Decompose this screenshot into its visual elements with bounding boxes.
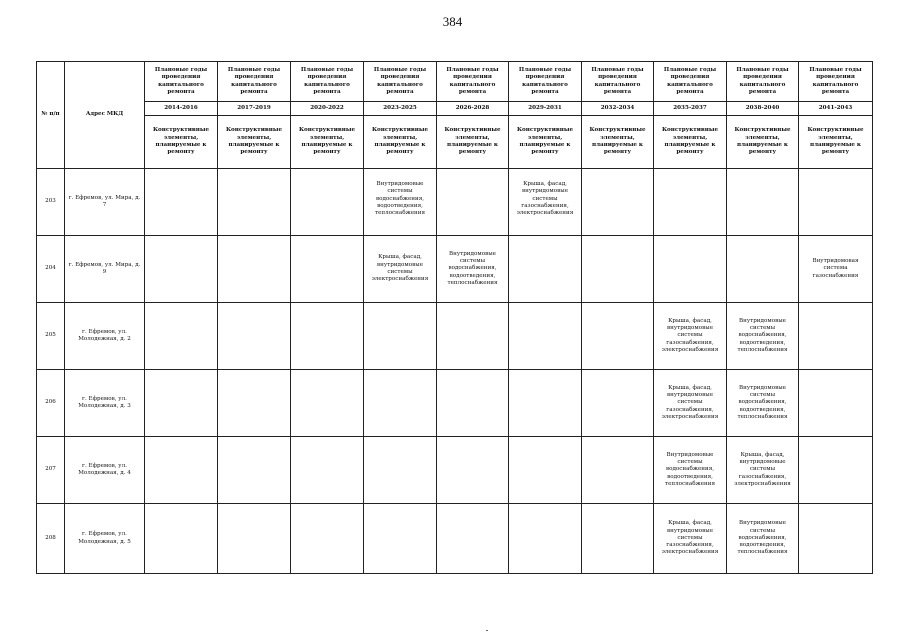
table-cell	[509, 437, 582, 504]
header-years: 2032-2034	[582, 102, 654, 116]
table-cell	[437, 303, 509, 370]
table-cell: Внутридомовые системы водоснабжения, водоотведения, теплоснабжения	[727, 370, 799, 437]
row-address: г. Ефремов, ул. Молодежная, д. 5	[65, 504, 145, 574]
table-row	[37, 370, 873, 437]
header-years: 2035-2037	[654, 102, 727, 116]
table-cell	[799, 303, 873, 370]
table-cell	[582, 437, 654, 504]
table-cell	[145, 504, 218, 574]
table-cell	[291, 236, 364, 303]
table-cell	[437, 169, 509, 236]
row-number: 203	[37, 169, 65, 236]
header-elements: Конструктивные элементы, планируемые к ремонту	[437, 116, 509, 169]
table-cell: Крыша, фасад, внутридомовые системы газоснабжения, электроснабжения	[654, 370, 727, 437]
table-cell: Крыша, фасад, внутридомовые системы газоснабжения, электроснабжения	[654, 504, 727, 574]
table-cell: Крыша, фасад, внутридомовые системы электроснабжения	[364, 236, 437, 303]
row-address: г. Ефремов, ул. Молодежная, д. 3	[65, 370, 145, 437]
header-years: 2023-2025	[364, 102, 437, 116]
table-cell: Внутридомовые системы водоснабжения, водоотведения, теплоснабжения	[727, 504, 799, 574]
table-cell	[364, 370, 437, 437]
header-period: Плановые годы проведения капитального ремонта	[727, 62, 799, 102]
table-row	[37, 169, 873, 236]
header-period: Плановые годы проведения капитального ремонта	[364, 62, 437, 102]
row-address: г. Ефремов, ул. Молодежная, д. 4	[65, 437, 145, 504]
table-cell	[218, 437, 291, 504]
table-row	[37, 504, 873, 574]
table-cell: Внутридомовые системы водоснабжения, водоотведения, теплоснабжения	[727, 303, 799, 370]
table-cell	[145, 437, 218, 504]
table-cell	[364, 303, 437, 370]
header-elements: Конструктивные элементы, планируемые к ремонту	[145, 116, 218, 169]
table-cell: Крыша, фасад, внутридомовые системы газоснабжения, электроснабжения	[509, 169, 582, 236]
table-cell	[582, 303, 654, 370]
row-address: г. Ефремов, ул. Мира, д. 7	[65, 169, 145, 236]
page-number: 384	[442, 14, 463, 29]
table-cell	[437, 437, 509, 504]
table-cell	[364, 437, 437, 504]
table-cell	[582, 504, 654, 574]
header-elements: Конструктивные элементы, планируемые к ремонту	[799, 116, 873, 169]
row-number: 204	[37, 236, 65, 303]
table-cell	[799, 370, 873, 437]
row-number: 207	[37, 437, 65, 504]
table-cell	[437, 504, 509, 574]
table-cell	[799, 437, 873, 504]
table-cell	[364, 504, 437, 574]
table-cell: Крыша, фасад, внутридомовые системы газоснабжения, электроснабжения	[654, 303, 727, 370]
header-years: 2026-2028	[437, 102, 509, 116]
header-period: Плановые годы проведения капитального ремонта	[582, 62, 654, 102]
table-cell	[727, 236, 799, 303]
header-elements: Конструктивные элементы, планируемые к ремонту	[582, 116, 654, 169]
table-cell	[799, 169, 873, 236]
table-cell	[509, 236, 582, 303]
table-cell	[291, 303, 364, 370]
row-address: г. Ефремов, ул. Молодежная, д. 2	[65, 303, 145, 370]
table-cell	[509, 303, 582, 370]
table-cell	[218, 504, 291, 574]
table-cell	[145, 236, 218, 303]
table-cell	[509, 370, 582, 437]
header-period: Плановые годы проведения капитального ремонта	[218, 62, 291, 102]
header-row-years	[37, 102, 873, 116]
header-elements: Конструктивные элементы, планируемые к ремонту	[218, 116, 291, 169]
header-elements: Конструктивные элементы, планируемые к ремонту	[509, 116, 582, 169]
table-cell	[291, 504, 364, 574]
table-cell: Внутридомовые системы водоснабжения, водоотведения, теплоснабжения	[364, 169, 437, 236]
header-row-elements	[37, 116, 873, 169]
table-row	[37, 437, 873, 504]
table-cell: Крыша, фасад, внутридомовые системы газоснабжения, электроснабжения	[727, 437, 799, 504]
table-cell	[218, 169, 291, 236]
table-cell	[218, 303, 291, 370]
table-cell	[291, 437, 364, 504]
table-cell	[291, 370, 364, 437]
header-elements: Конструктивные элементы, планируемые к ремонту	[727, 116, 799, 169]
table-cell	[799, 504, 873, 574]
header-number: № п/п	[37, 62, 65, 169]
table-cell	[582, 370, 654, 437]
header-address: Адрес МКД	[65, 62, 145, 169]
header-years: 2017-2019	[218, 102, 291, 116]
table-cell: Внутридомовая система газоснабжения	[799, 236, 873, 303]
table-cell	[582, 169, 654, 236]
row-number: 206	[37, 370, 65, 437]
table-cell	[582, 236, 654, 303]
table-cell	[727, 169, 799, 236]
table-cell	[145, 169, 218, 236]
header-years: 2014-2016	[145, 102, 218, 116]
table-cell	[145, 370, 218, 437]
header-period: Плановые годы проведения капитального ремонта	[145, 62, 218, 102]
table-row	[37, 236, 873, 303]
table-cell	[437, 370, 509, 437]
table-cell: Внутридомовые системы водоснабжения, водоотведения, теплоснабжения	[654, 437, 727, 504]
header-period: Плановые годы проведения капитального ремонта	[437, 62, 509, 102]
header-years: 2020-2022	[291, 102, 364, 116]
table-cell	[509, 504, 582, 574]
table-cell	[218, 370, 291, 437]
header-elements: Конструктивные элементы, планируемые к ремонту	[291, 116, 364, 169]
header-elements: Конструктивные элементы, планируемые к ремонту	[364, 116, 437, 169]
header-years: 2041-2043	[799, 102, 873, 116]
table-cell	[218, 236, 291, 303]
row-address: г. Ефремов, ул. Мира, д. 9	[65, 236, 145, 303]
scan-speck	[486, 630, 488, 631]
header-period: Плановые годы проведения капитального ремонта	[291, 62, 364, 102]
header-period: Плановые годы проведения капитального ремонта	[799, 62, 873, 102]
header-period: Плановые годы проведения капитального ремонта	[509, 62, 582, 102]
table-cell	[654, 169, 727, 236]
table-row	[37, 303, 873, 370]
header-years: 2029-2031	[509, 102, 582, 116]
table-cell	[654, 236, 727, 303]
row-number: 208	[37, 504, 65, 574]
table-cell	[145, 303, 218, 370]
table-cell: Внутридомовые системы водоснабжения, водоотведения, теплоснабжения	[437, 236, 509, 303]
header-row-period	[37, 62, 873, 102]
header-elements: Конструктивные элементы, планируемые к ремонту	[654, 116, 727, 169]
table-cell	[291, 169, 364, 236]
row-number: 205	[37, 303, 65, 370]
header-period: Плановые годы проведения капитального ремонта	[654, 62, 727, 102]
capital-repair-table	[36, 61, 873, 574]
header-years: 2038-2040	[727, 102, 799, 116]
